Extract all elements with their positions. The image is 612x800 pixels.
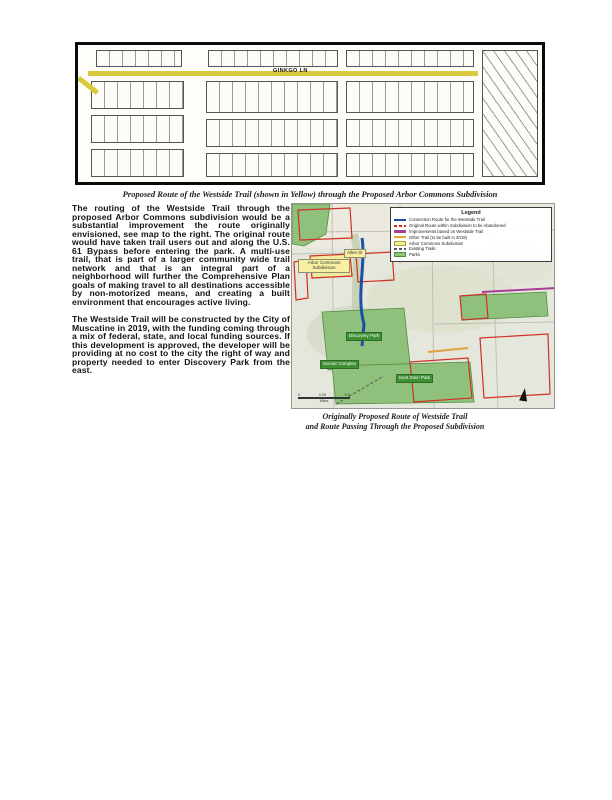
scale-mid: 0.25 xyxy=(318,392,327,397)
legend-item-label: Improvements based on Westside Trail xyxy=(409,228,484,234)
legend-item-label: Other Trail (to be built in 2019) xyxy=(409,234,468,240)
plat-block xyxy=(206,119,338,147)
street-label-ginkgo-ln: GINKGO LN xyxy=(273,67,308,74)
legend-key-purple-line-icon xyxy=(394,230,406,232)
legend-title: Legend xyxy=(461,210,481,216)
legend-item xyxy=(394,252,548,258)
legend-key-gray-dash-icon xyxy=(394,248,406,250)
gis-map xyxy=(291,203,555,409)
gis-map-caption xyxy=(288,412,502,431)
legend-key-red-dash-icon xyxy=(394,225,406,227)
body-paragraph-2: The Westside Trail will be constructed by the City of Muscatine in 2019, with the funding coming through a mix of federal, state, and local funding sources. If this development is approved, the developer will be providing at no cost to the city the right of way and property needed to enter Discovery Park from the east. xyxy=(72,314,290,375)
plat-block xyxy=(96,50,182,67)
map-legend xyxy=(390,207,552,262)
plat-block xyxy=(482,50,538,177)
plat-block xyxy=(208,50,338,67)
legend-item-label: Existing Trails xyxy=(409,246,436,252)
plat-block xyxy=(346,50,474,67)
legend-key-orange-line-icon xyxy=(394,236,406,238)
gis-caption-line-2: and Route Passing Through the Proposed Subdivision xyxy=(305,421,485,431)
label-kent-stein-park: Kent Stein Park xyxy=(396,374,433,383)
legend-key-green-patch-icon xyxy=(394,252,406,257)
scale-bar xyxy=(298,393,350,404)
label-discovery-park: Discovery Park xyxy=(346,332,382,341)
label-arbor-commons: Arbor Commons Subdivision xyxy=(298,259,350,273)
plat-block xyxy=(346,119,474,147)
legend-item-label: Original Route within Subdivision to be Abandoned xyxy=(409,223,506,229)
plat-block xyxy=(206,153,338,177)
plat-block xyxy=(346,81,474,113)
body-paragraph-1: The routing of the Westside Trail through the proposed Arbor Commons subdivision would be a substantial improvement the route originally envisioned, see map to the right. The original route would have taken trail users out and along the U.S. 61 Bypass before entering the park. A multi-use trail, that is part of a larger community wide trail network and that is an integral part of a neighborhood will further the Comprehensive Plan goals of making travel to all destinations accessible by non-motorized means, and creating a built environment that encourages active living. xyxy=(72,203,290,307)
legend-item-label: Parks xyxy=(409,252,420,258)
plat-block xyxy=(91,149,184,177)
scale-start: 0 xyxy=(298,392,301,397)
legend-key-blue-line-icon xyxy=(394,219,406,221)
scale-end: 0.5 xyxy=(344,392,350,397)
label-allen-st: Allen St xyxy=(344,249,366,258)
plat-block xyxy=(346,153,474,177)
legend-item-label: Arbor Commons Subdivision xyxy=(409,240,464,246)
scale-unit: Miles xyxy=(319,399,329,403)
plat-map-caption: Proposed Route of the Westside Trail (shown in Yellow) through the Proposed Arbor Commons Subdivision xyxy=(122,189,498,199)
plat-block xyxy=(91,81,184,109)
label-soccer-complex: Soccer Complex xyxy=(320,360,359,369)
body-text-column xyxy=(72,204,290,375)
gis-caption-line-1: Originally Proposed Route of Westside Trail xyxy=(322,412,468,421)
legend-item-label: Connection Route for the Westside Trail xyxy=(409,217,485,223)
legend-key-yellow-patch-icon xyxy=(394,241,406,246)
plat-map xyxy=(75,42,545,185)
plat-block xyxy=(91,115,184,143)
plat-block xyxy=(206,81,338,113)
